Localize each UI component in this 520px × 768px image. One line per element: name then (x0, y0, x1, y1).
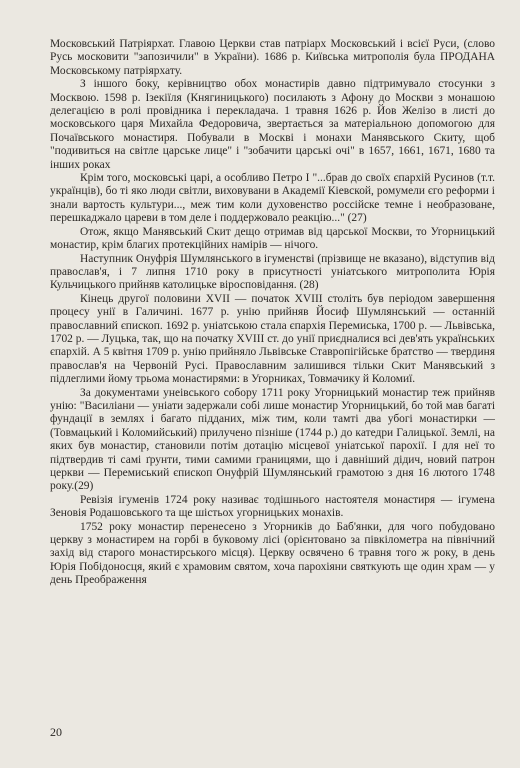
paragraph: Наступник Онуфрія Шумлянського в ігуменстві (прізвище не вказано), відступив від православ'я, і 7 липня 1710 року в присутності уніатського митрополита Юрія Кульчицького прийняв католицьке віросповідання. (28) (50, 252, 495, 292)
paragraph: Ревізія ігуменів 1724 року називає тодішнього настоятеля монастиря — ігумена Зеновія Родашовського та ще шістьох угорницьких монахів. (50, 493, 495, 520)
paragraph: За документами унеівського собору 1711 року Угорницький монастир теж прийняв унію: "Василіани — уніати задержали собі лише монастир Угорницький, бо той мав багаті фундації в землях і багато підданих, між тим, коли тамті два убогі монастирки — (Товмацький і Коломийський) прилучено пізніше (1744 р.) до катедри Галицької. Землі, на яких був монастир, становили потім дотацію місцевої уніатської парохії. І для неї то підтвердив ті самі ґрунти, тими самими границями, що і давніший дідич, новий патрон церкви — Перемиський єпископ Онуфрій Шумлянський грамотою з дня 16 лютого 1748 року.(29) (50, 386, 495, 493)
paragraph: 1752 року монастир перенесено з Угорників до Баб'янки, для чого побудовано церкву з монастирем на горбі в буковому лісі (орієнтовано за півкілометра на північний захід від старого монастирського місця). Церкву освячено 6 травня того ж року, в день Юрія Побідоносця, який є храмовим святом, хоча парохіяни святкують ще один храм — у день Преображення (50, 520, 495, 587)
page-number: 20 (50, 725, 62, 739)
paragraph: Московський Патріярхат. Главою Церкви став патріарх Московський і всієї Руси, (слово Русь московити "запозичили" в України). 1686 р. Київська митрополія була ПРОДАНА Московському патріярхату. (50, 38, 495, 77)
body-text (50, 38, 495, 588)
paragraph: З іншого боку, керівництво обох монастирів давно підтримувало стосунки з Москвою. 1598 р. Ізекіїля (Княгиницького) посилають з Афону до Москви з монашою делегацією в ролі провідника і перекладача. 1 травня 1626 р. Йов Желізо в листі до московського царя Михайла Федоровича, звертається за матеріальною допомогою для Почаївського монастиря. Побували в Москві і монахи Манявського Скиту, щоб "подивиться на світле царське лице" і "зобачити царські очі" в 1657, 1661, 1671, 1680 та інших роках (50, 78, 495, 171)
paragraph: Кінець другої половини XVII — початок XVIII століть був періодом завершення процесу унії в Галичині. 1677 р. унію прийняв Йосиф Шумлянський — останній православний єпископ. 1692 р. уніатською стала єпархія Перемиська, 1700 р. — Львівська, 1702 р. — Луцька, так, що на початку XVIII ст. до унії приєдналися всі дев'ять українських єпархій. А 5 квітня 1709 р. унію прийняло Львівське Ставропігійське братство — твердиня православ'я на Червоній Русі. Православним залишився тільки Скит Манявський з підлеглими йому трьома монастирями: в Угорниках, Товмачику й Коломиї. (50, 292, 495, 386)
paragraph: Отож, якщо Манявський Скит дещо отримав від царської Москви, то Угорницький монастир, крім благих протекційних намірів — нічого. (50, 225, 495, 252)
paragraph: Крім того, московські царі, а особливо Петро І "...брав до своїх єпархій Русинов (т.т. українців), бо ті яко люди світли, виховувани в Академії Кіевской, ромумели єго реформи і знали вартость культури..., меж тим коли духовенство россійске темне і необразоване, перешкаджало цареви в том деле і поддержовало реакцію..." (27) (50, 172, 495, 225)
